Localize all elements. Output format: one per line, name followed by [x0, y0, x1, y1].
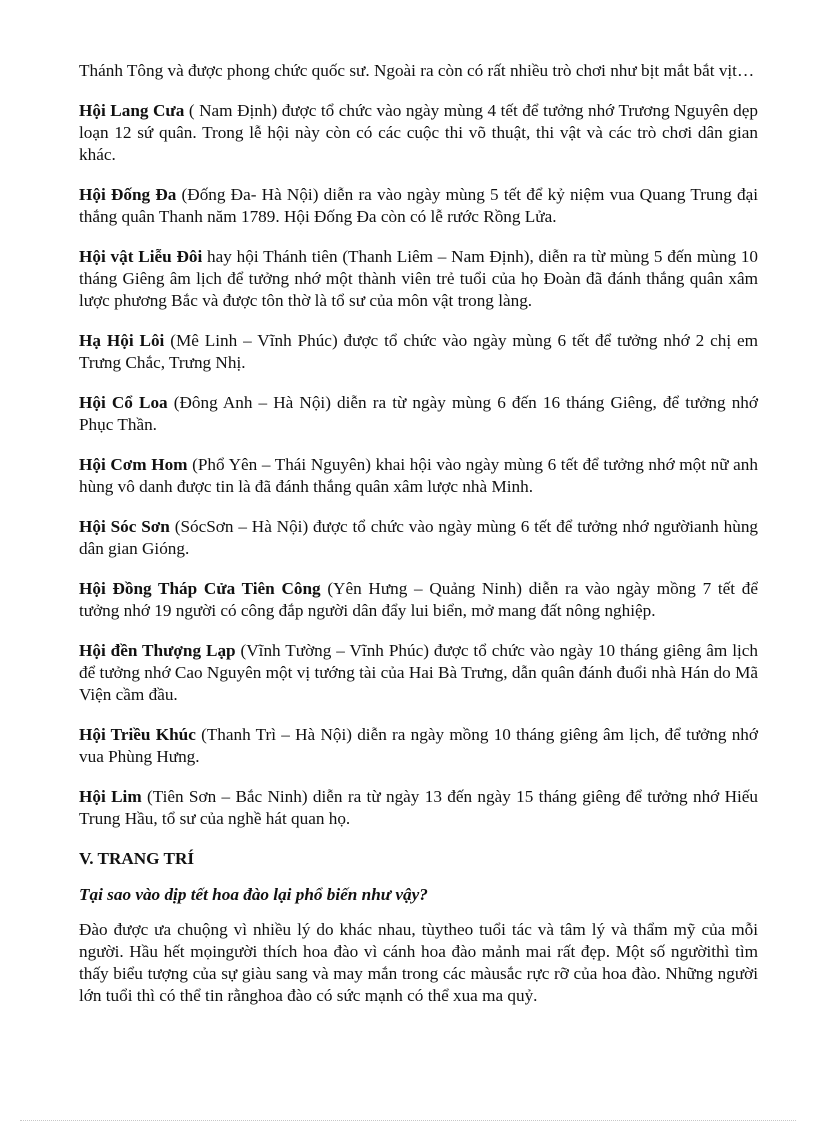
- festival-name: Hội Đồng Tháp Cửa Tiên Công: [79, 579, 321, 598]
- festival-description: (Tiên Sơn – Bắc Ninh) diễn ra từ ngày 13 đến ngày 15 tháng giêng để tưởng nhớ Hiếu Trung Hầu, tổ sư của nghề hát quan họ.: [79, 787, 758, 828]
- section-question: Tại sao vào dịp tết hoa đào lại phổ biến như vậy?: [79, 885, 428, 904]
- festival-paragraph: [79, 392, 758, 436]
- festival-paragraph: [79, 516, 758, 560]
- festival-name: Hội Lim: [79, 787, 142, 806]
- festival-paragraph: [79, 246, 758, 312]
- festival-description: ( Nam Định) được tổ chức vào ngày mùng 4 tết để tưởng nhớ Trương Nguyên dẹp loạn 12 sứ quân. Trong lễ hội này còn có các cuộc thi võ thuật, thi vật và các trò chơi dân gian khác.: [79, 101, 758, 164]
- festival-paragraph: [79, 578, 758, 622]
- festival-description: (Mê Linh – Vĩnh Phúc) được tổ chức vào ngày mùng 6 tết để tưởng nhớ 2 chị em Trưng Chắc, Trưng Nhị.: [79, 331, 758, 372]
- intro-paragraph: Thánh Tông và được phong chức quốc sư. Ngoài ra còn có rất nhiều trò chơi như bịt mắt bắt vịt…: [79, 61, 755, 80]
- festival-description: (Vĩnh Tường – Vĩnh Phúc) được tổ chức vào ngày 10 tháng giêng âm lịch để tưởng nhớ Cao Nguyên một vị tướng tài của Hai Bà Trưng, dẫn quân đánh đuổi nhà Hán do Mã Viện cầm đầu.: [79, 641, 758, 704]
- festival-description: (SócSơn – Hà Nội) được tổ chức vào ngày mùng 6 tết để tưởng nhớ ngườianh hùng dân gian Gióng.: [79, 517, 759, 558]
- festival-description: (Đông Anh – Hà Nội) diễn ra từ ngày mùng 6 đến 16 tháng Giêng, để tưởng nhớ Phục Thần.: [79, 393, 758, 434]
- festival-name: Hội Triều Khúc: [79, 725, 196, 744]
- festival-name: Hội vật Liễu Đôi: [79, 247, 203, 266]
- festival-name: Hội Cơm Hom: [79, 455, 188, 474]
- page-bottom-divider: [20, 1120, 796, 1121]
- section-heading: V. TRANG TRÍ: [79, 849, 195, 868]
- festival-paragraph: [79, 454, 758, 498]
- festival-description: (Đống Đa- Hà Nội) diễn ra vào ngày mùng 5 tết để kỷ niệm vua Quang Trung đại thắng quân Thanh năm 1789. Hội Đống Đa còn có lễ rước Rồng Lửa.: [79, 185, 759, 226]
- festival-paragraph: [79, 100, 758, 166]
- festival-description: (Thanh Trì – Hà Nội) diễn ra ngày mồng 10 tháng giêng âm lịch, để tưởng nhớ vua Phùng Hưng.: [79, 725, 758, 766]
- festival-paragraph: [79, 330, 758, 374]
- document-page: [79, 60, 758, 1025]
- festival-name: Hội Cổ Loa: [79, 393, 168, 412]
- festival-name: Hội Sóc Sơn: [79, 517, 170, 536]
- festival-description: hay hội Thánh tiên (Thanh Liêm – Nam Định), diễn ra từ mùng 5 đến mùng 10 tháng Giêng âm lịch để tưởng nhớ một thành viên trẻ tuổi của họ Đoàn đã đánh thắng quân xâm lược phương Bắc và được tôn thờ là tổ sư của môn vật trong làng.: [79, 247, 759, 310]
- section-answer: Đào được ưa chuộng vì nhiều lý do khác nhau, tùytheo tuổi tác và tâm lý và thẩm mỹ của mỗi người. Hầu hết mọingười thích hoa đào vì cánh hoa đào mảnh mai rất đẹp. Một số ngườithì tìm thấy biểu tượng của sự giàu sang và may mắn trong các màusắc rực rỡ của hoa đào. Những người lớn tuổi thì có thể tin rằnghoa đào có sức mạnh có thể xua ma quỷ.: [79, 920, 758, 1005]
- festival-paragraph: [79, 184, 758, 228]
- festival-description: (Phổ Yên – Thái Nguyên) khai hội vào ngày mùng 6 tết để tưởng nhớ một nữ anh hùng vô danh được tin là đã đánh thắng quân xâm lược nhà Minh.: [79, 455, 758, 496]
- festival-paragraph: [79, 786, 758, 830]
- festival-name: Hạ Hội Lôi: [79, 331, 165, 350]
- festival-paragraph: [79, 724, 758, 768]
- festival-paragraph: [79, 640, 758, 706]
- festival-name: Hội đền Thượng Lạp: [79, 641, 236, 660]
- festival-name: Hội Lang Cưa: [79, 101, 185, 120]
- festival-description: (Yên Hưng – Quảng Ninh) diễn ra vào ngày mồng 7 tết để tưởng nhớ 19 người có công đắp người dân đẩy lui biển, mở mang đất nông nghiệp.: [79, 579, 759, 620]
- festival-name: Hội Đống Đa: [79, 185, 177, 204]
